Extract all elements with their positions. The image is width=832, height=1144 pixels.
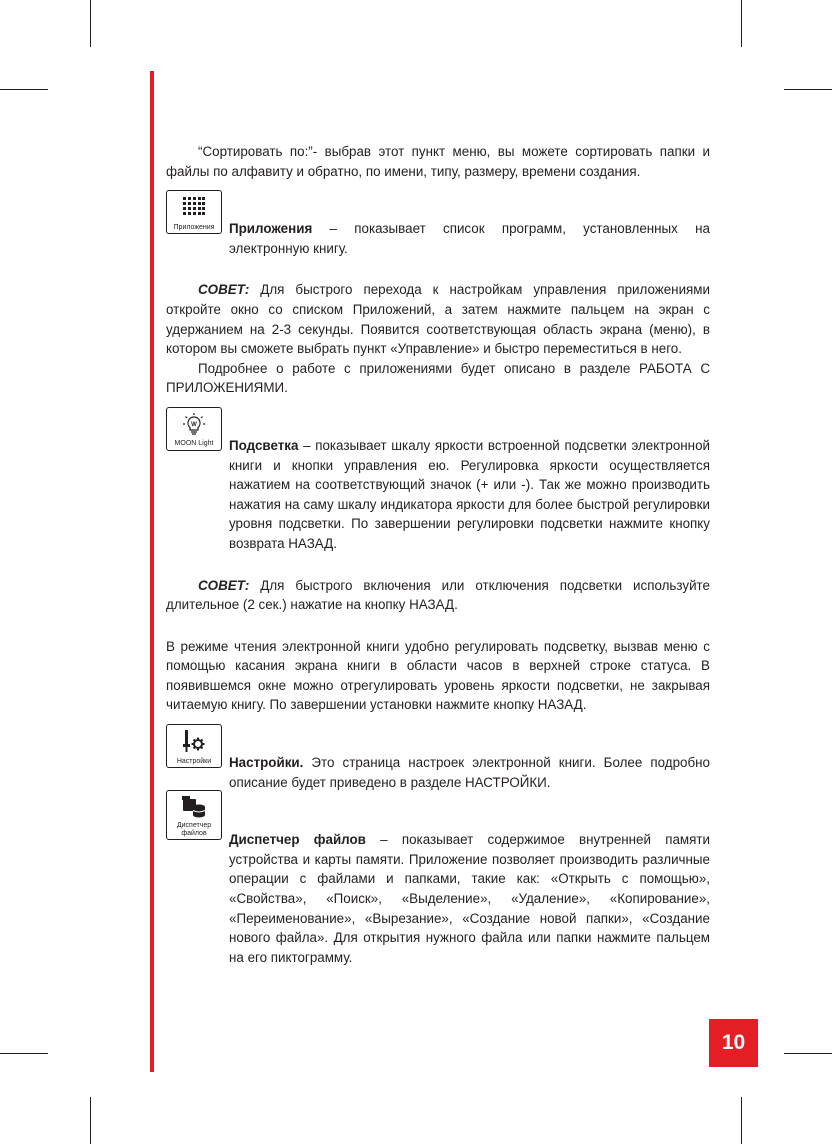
crop-mark [90,1097,91,1144]
crop-mark [741,1097,742,1144]
page-number: 10 [709,1019,758,1067]
crop-mark [784,1053,832,1054]
backlight-title: Подсветка [229,437,299,453]
crop-mark [741,0,742,47]
settings-description: Настройки. Это страница настроек электронной книги. Более подробно описание будет приведено в разделе НАСТРОЙКИ. [229,755,710,790]
svg-text:W: W [191,422,197,429]
file-manager-icon-label: Диспетчер файлов [176,822,212,837]
apps-section [166,219,710,258]
tip-label: СОВЕТ: [198,577,250,593]
apps-title: Приложения [229,221,313,237]
apps-icon [166,190,222,234]
lightbulb-icon [182,412,206,436]
backlight-description: Подсветка – показывает шкалу яркости встроенной подсветки электронной книги и кнопки управления ею. Регулировка яркости осуществляется нажатием на соответствующий значок (+ или -). Так же можно производить нажатия на саму шкалу индикатора яркости для более быстрой регулировки уровня подсветки. По завершении регулировки подсветки нажмите кнопку возврата НАЗАД. [229,437,710,551]
wrench-gear-icon [182,729,206,753]
file-manager-icon-graphic [181,795,207,819]
apps-more: Подробнее о работе с приложениями будет описано в разделе РАБОТА С ПРИЛОЖЕНИЯМИ. [166,360,710,396]
sort-paragraph: “Сортировать по:”- выбрав этот пункт меню, вы можете сортировать папки и файлы по алфавиту и обратно, по имени, типу, размеру, времени создания. [166,144,710,179]
backlight-reading-paragraph: В режиме чтения электронной книги удобно регулировать подсветку, вызвав меню с помощью касания экрана книги в области часов в верхней строке статуса. В появившемся окне можно отрегулировать уровень яркости подсветки, не закрывая читаемую книгу. По завершении установки нажмите кнопку НАЗАД. [166,638,710,713]
tip-label: СОВЕТ: [198,282,250,298]
crop-mark [90,0,91,47]
settings-title: Настройки. [229,755,304,771]
settings-icon [166,724,222,768]
files-section [166,822,710,967]
backlight-section [166,422,710,554]
crop-mark [784,89,832,90]
backlight-icon [166,407,222,451]
backlight-tip: СОВЕТ: Для быстрого включения или отключения подсветки используйте длительное (2 сек.) нажатие на кнопку НАЗАД. [166,577,710,613]
grid-icon [183,197,205,217]
page-accent-bar [150,71,154,1072]
apps-icon-label: Приложения [173,223,215,231]
settings-section [166,753,710,792]
apps-tip: СОВЕТ: Для быстрого перехода к настройкам управления приложениями откройте окно со списком Приложений, а затем нажмите пальцем на экран с удержанием на 2-3 секунды. Появится соответствующая область экрана (меню), в котором вы сможете выбрать пункт «Управление» и быстро переместиться в него. [166,282,710,357]
file-manager-icon [166,790,222,840]
page-content [166,142,710,967]
files-description: Диспетчер файлов – показывает содержимое внутренней памяти устройства и карты памяти. Приложение позволяет производить различные операции с файлами и папками, такие как: «Открыть с помощью», «Свойства», «Поиск», «Выделение», «Удаление», «Копирование», «Переименование», «Вырезание», «Создание новой папки», «Создание нового файла». Для открытия нужного файла или папки нажмите пальцем на его пиктограмму. [229,832,710,965]
settings-icon-label: Настройки [176,757,212,765]
crop-mark [0,89,48,90]
apps-description: Приложения – показывает список программ, установленных на электронную книгу. [229,221,710,256]
files-title: Диспетчер файлов [229,832,366,848]
crop-mark [0,1053,48,1054]
backlight-icon-label: MOON Light [174,440,214,448]
